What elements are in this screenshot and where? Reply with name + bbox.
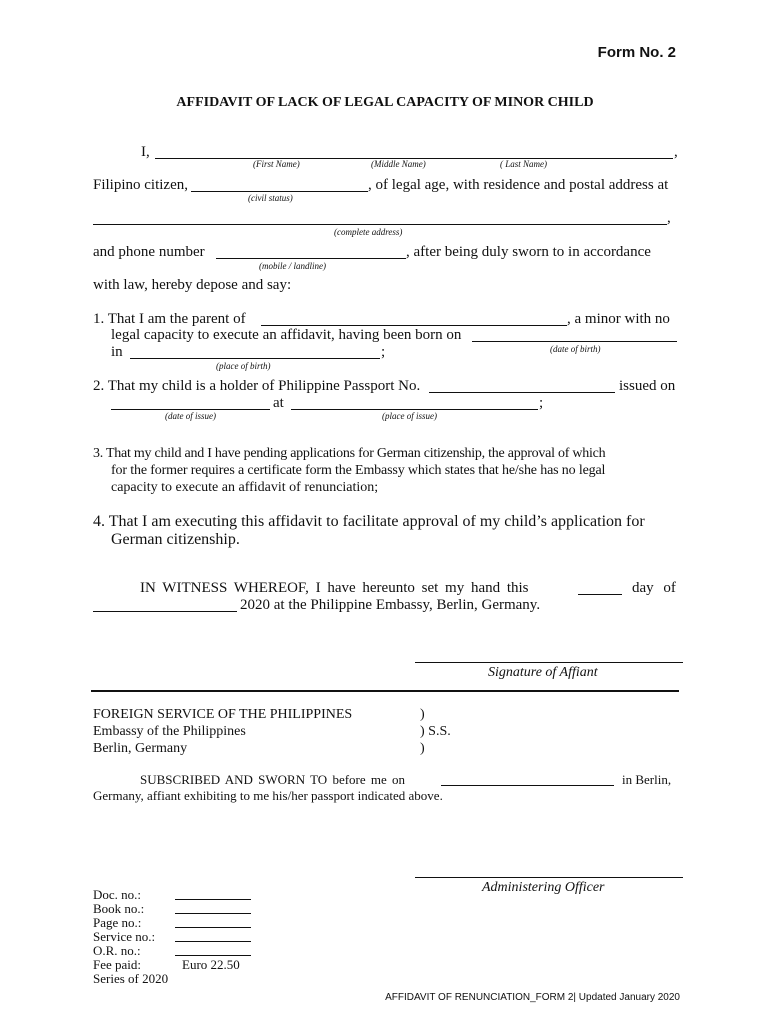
venue-line2: Embassy of the Philippines — [93, 724, 246, 739]
jurat-in-berlin: in Berlin, — [622, 772, 672, 787]
item4-line1: 4. That I am executing this affidavit to facilitate approval of my child’s application for — [93, 513, 645, 530]
document-title: AFFIDAVIT OF LACK OF LEGAL CAPACITY OF MINOR CHILD — [176, 95, 594, 110]
child-name-field-line[interactable] — [261, 325, 567, 326]
intro-depose: with law, hereby depose and say: — [93, 277, 292, 293]
intro-comma: , — [674, 144, 678, 160]
item1-minor: , a minor with no — [567, 311, 670, 327]
passport-no-field-line[interactable] — [429, 392, 615, 393]
caption-civil-status: (civil status) — [248, 193, 293, 203]
venue-line3: Berlin, Germany — [93, 741, 188, 756]
registry-service-no: Service no.: — [93, 929, 156, 944]
form-number: Form No. 2 — [597, 44, 676, 61]
section-divider — [91, 690, 679, 692]
item3-line3: capacity to execute an affidavit of renunciation; — [111, 480, 379, 495]
caption-mobile: (mobile / landline) — [259, 261, 326, 271]
witness-line1: IN WITNESS WHEREOF, I have hereunto set my hand this — [140, 580, 529, 596]
registry-or-no: O.R. no.: — [93, 943, 141, 958]
caption-address: (complete address) — [334, 227, 403, 237]
place-of-issue-field-line[interactable] — [291, 409, 538, 410]
registry-book-no: Book no.: — [93, 901, 145, 916]
intro-filipino: Filipino citizen, — [93, 177, 188, 193]
caption-middle-name: (Middle Name) — [371, 159, 426, 169]
caption-last-name: ( Last Name) — [500, 159, 547, 169]
registry-doc-no: Doc. no.: — [93, 887, 142, 902]
page-footer: AFFIDAVIT OF RENUNCIATION_FORM 2| Updated January 2020 — [385, 992, 680, 1003]
phone-field-line[interactable] — [216, 258, 406, 259]
intro-legal-age: , of legal age, with residence and postal address at — [368, 177, 669, 193]
service-no-field-line[interactable] — [175, 941, 251, 942]
venue-paren3: ) — [420, 741, 425, 756]
item3-line1: 3. That my child and I have pending applications for German citizenship, the approval of which — [93, 446, 606, 461]
caption-date-of-issue: (date of issue) — [165, 411, 216, 421]
jurat-line2: Germany, affiant exhibiting to me his/her passport indicated above. — [93, 788, 443, 803]
intro-phone: and phone number — [93, 244, 205, 260]
address-field-line[interactable] — [93, 224, 667, 225]
intro-sworn: , after being duly sworn to in accordance — [406, 244, 651, 260]
date-of-birth-field-line[interactable] — [472, 341, 677, 342]
address-comma: , — [667, 210, 671, 226]
doc-no-field-line[interactable] — [175, 899, 251, 900]
affiant-signature-line[interactable] — [415, 662, 683, 663]
caption-place-of-birth: (place of birth) — [216, 361, 271, 371]
item2-issued-on: issued on — [619, 378, 676, 394]
administering-officer-label: Administering Officer — [482, 880, 605, 895]
place-of-birth-field-line[interactable] — [130, 358, 380, 359]
venue-paren1: ) — [420, 707, 425, 722]
item2-at: at — [273, 395, 284, 411]
jurat-line1: SUBSCRIBED AND SWORN TO before me on — [140, 772, 406, 787]
book-no-field-line[interactable] — [175, 913, 251, 914]
witness-line2: 2020 at the Philippine Embassy, Berlin, Germany. — [240, 597, 541, 613]
item2-passport: 2. That my child is a holder of Philippine Passport No. — [93, 378, 421, 394]
venue-line1: FOREIGN SERVICE OF THE PHILIPPINES — [93, 707, 353, 722]
date-of-issue-field-line[interactable] — [111, 409, 270, 410]
month-field-line[interactable] — [93, 611, 237, 612]
registry-fee-paid: Fee paid: — [93, 957, 142, 972]
registry-page-no: Page no.: — [93, 915, 142, 930]
caption-first-name: (First Name) — [253, 159, 300, 169]
officer-signature-line[interactable] — [415, 877, 683, 878]
witness-day-of: day of — [632, 580, 676, 596]
item1-in: in — [111, 344, 123, 360]
day-field-line[interactable] — [578, 594, 622, 595]
registry-series: Series of 2020 — [93, 971, 169, 986]
caption-date-of-birth: (date of birth) — [550, 344, 601, 354]
item1-legal-capacity: legal capacity to execute an affidavit, having been born on — [111, 327, 462, 343]
venue-ss: ) S.S. — [420, 724, 451, 739]
civil-status-field-line[interactable] — [191, 191, 368, 192]
page-no-field-line[interactable] — [175, 927, 251, 928]
item4-line2: German citizenship. — [111, 531, 240, 548]
signature-affiant-label: Signature of Affiant — [488, 665, 598, 680]
registry-fee-value: Euro 22.50 — [182, 957, 240, 972]
intro-i: I, — [141, 144, 150, 160]
jurat-date-field-line[interactable] — [441, 785, 614, 786]
caption-place-of-issue: (place of issue) — [382, 411, 437, 421]
item1-parent: 1. That I am the parent of — [93, 311, 246, 327]
or-no-field-line[interactable] — [175, 955, 251, 956]
item2-semicolon: ; — [539, 395, 544, 411]
item3-line2: for the former requires a certificate form the Embassy which states that he/she has no legal — [111, 463, 606, 478]
item1-semicolon: ; — [381, 344, 386, 360]
